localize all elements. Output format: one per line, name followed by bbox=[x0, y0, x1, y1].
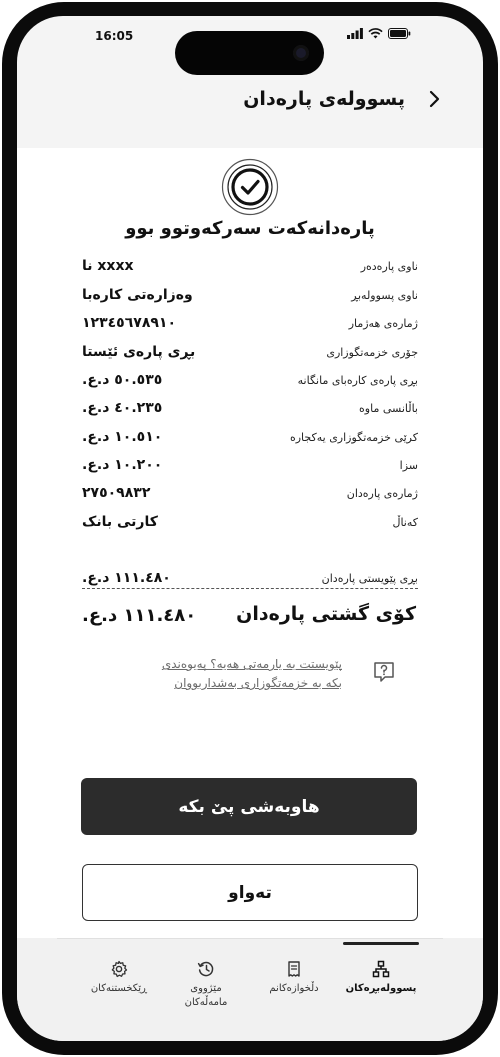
check-circle-icon bbox=[221, 158, 279, 216]
gear-icon bbox=[110, 960, 128, 978]
active-tab-indicator bbox=[343, 942, 419, 945]
help-link[interactable] bbox=[82, 655, 342, 693]
status-time: 16:05 bbox=[95, 29, 134, 43]
bottom-tab-bar bbox=[17, 938, 483, 1041]
row-value: ١٠.٢٠٠ د.ع. bbox=[82, 457, 163, 473]
wifi-icon bbox=[368, 28, 383, 39]
tab-settings[interactable] bbox=[74, 960, 164, 996]
row-label: سزا bbox=[399, 459, 418, 472]
row-value: ١٢٣٤٥٦٧٨٩١٠ bbox=[82, 315, 176, 331]
row-label: کەناڵ bbox=[392, 516, 418, 529]
row-label: ژمارەی هەژمار bbox=[348, 317, 418, 330]
row-label: باڵانسی ماوە bbox=[359, 402, 418, 415]
row-value: وەزارەتی کارەبا bbox=[82, 287, 193, 303]
row-channel bbox=[82, 514, 418, 538]
tab-label: مێژووی مامەڵەکان bbox=[184, 983, 228, 1008]
history-icon bbox=[197, 960, 215, 978]
status-icons bbox=[347, 28, 411, 39]
help-question-icon[interactable] bbox=[373, 661, 395, 683]
row-value: ٥٠.٥٣٥ د.ع. bbox=[82, 372, 163, 388]
row-service-type bbox=[82, 344, 418, 368]
total-label: کۆی گشتی پارەدان bbox=[236, 603, 416, 625]
help-line-1: پێویستت بە یارمەتی هەیە؟ پەیوەندی bbox=[161, 657, 342, 671]
total-value: ١١١.٤٨٠ د.ع. bbox=[82, 605, 197, 626]
header bbox=[17, 76, 483, 148]
tab-billers[interactable] bbox=[336, 960, 426, 996]
row-value: xxxx نا bbox=[82, 258, 134, 274]
tab-label: پسوولەبڕەکان bbox=[345, 983, 417, 994]
tab-transaction-history[interactable] bbox=[161, 960, 251, 1010]
row-label: ناوی پارەدەر bbox=[360, 260, 418, 273]
row-label: ناوی پسوولەبڕ bbox=[351, 289, 418, 302]
screen bbox=[17, 16, 483, 1041]
help-line-2: بکە بە خزمەتگوزاری بەشداربووان bbox=[174, 676, 342, 690]
tab-favorites[interactable] bbox=[249, 960, 339, 996]
battery-icon bbox=[388, 28, 411, 39]
row-remaining-balance bbox=[82, 400, 418, 424]
billers-icon bbox=[372, 960, 390, 978]
success-title: پارەدانەکەت سەرکەوتوو بوو bbox=[125, 218, 375, 239]
row-required-amount bbox=[82, 570, 418, 594]
row-label: ژمارەی پارەدان bbox=[346, 487, 418, 500]
row-value: ٢٧٥٠٩٨٣٢ bbox=[82, 485, 151, 501]
tabbar-top-border bbox=[57, 938, 443, 939]
row-value: ٤٠.٢٣٥ د.ع. bbox=[82, 400, 163, 416]
row-penalty bbox=[82, 457, 418, 481]
dynamic-island bbox=[175, 31, 324, 75]
row-payer-name bbox=[82, 258, 418, 282]
row-label: بڕی پارەی کارەبای مانگانە bbox=[297, 374, 418, 387]
signal-icon bbox=[347, 28, 363, 39]
row-account-number bbox=[82, 315, 418, 339]
row-biller-name bbox=[82, 287, 418, 311]
done-button[interactable]: تەواو bbox=[82, 864, 418, 921]
row-monthly-amount bbox=[82, 372, 418, 396]
tab-label: دڵخوازەکانم bbox=[269, 983, 319, 994]
favorites-icon bbox=[285, 960, 303, 978]
row-value: کارتی بانک bbox=[82, 514, 158, 530]
dashed-divider bbox=[82, 588, 418, 589]
row-value: ١١١.٤٨٠ د.ع. bbox=[82, 570, 171, 586]
row-label: کرێی خزمەتگوزاری یەکجارە bbox=[289, 431, 418, 444]
share-button[interactable]: هاوبەشی پێ بکە bbox=[81, 778, 417, 835]
row-label: جۆری خزمەتگوزاری bbox=[326, 346, 418, 359]
page-title: پسوولەی پارەدان bbox=[243, 88, 405, 110]
row-value: ١٠.٥١٠ د.ع. bbox=[82, 429, 163, 445]
row-value: بڕی پارەی ئێستا bbox=[82, 344, 196, 360]
row-one-time-fee bbox=[82, 429, 418, 453]
camera-icon bbox=[293, 45, 309, 61]
row-label: بڕی پێویستی پارەدان bbox=[321, 572, 418, 585]
receipt-card bbox=[17, 148, 483, 938]
chevron-back-icon[interactable] bbox=[423, 88, 445, 110]
row-payment-number bbox=[82, 485, 418, 509]
tab-label: ڕێکخستنەکان bbox=[90, 983, 148, 994]
